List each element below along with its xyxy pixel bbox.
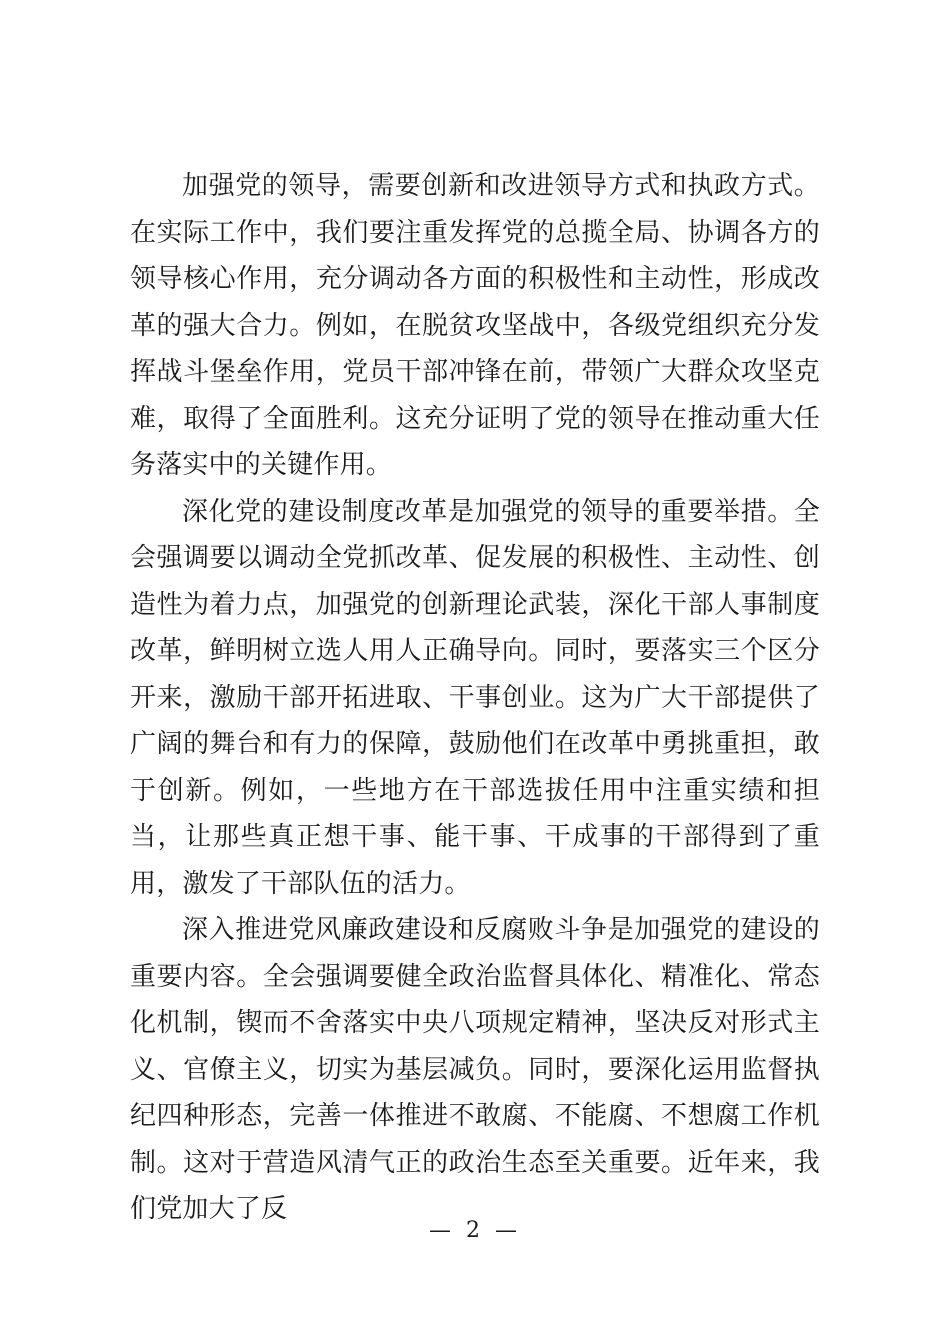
document-body (130, 163, 820, 1233)
page-number: — 2 — (429, 1218, 521, 1243)
paragraph-3: 深入推进党风廉政建设和反腐败斗争是加强党的建设的重要内容。全会强调要健全政治监督具体化、精准化、常态化机制，锲而不舍落实中央八项规定精神，坚决反对形式主义、官僚主义，切实为基层减负。同时，要深化运用监督执纪四种形态，完善一体推进不敢腐、不能腐、不想腐工作机制。这对于营造风清气正的政治生态至关重要。近年来，我们党加大了反 (130, 915, 820, 1224)
paragraph-2: 深化党的建设制度改革是加强党的领导的重要举措。全会强调要以调动全党抓改革、促发展的积极性、主动性、创造性为着力点，加强党的创新理论武装，深化干部人事制度改革，鲜明树立选人用人正确导向。同时，要落实三个区分开来，激励干部开拓进取、干事创业。这为广大干部提供了广阔的舞台和有力的保障，鼓励他们在改革中勇挑重担，敢于创新。例如，一些地方在干部选拔任用中注重实绩和担当，让那些真正想干事、能干事、干成事的干部得到了重用，激发了干部队伍的活力。 (130, 496, 820, 899)
paragraph-1: 加强党的领导，需要创新和改进领导方式和执政方式。在实际工作中，我们要注重发挥党的总揽全局、协调各方的领导核心作用，充分调动各方面的积极性和主动性，形成改革的强大合力。例如，在脱贫攻坚战中，各级党组织充分发挥战斗堡垒作用，党员干部冲锋在前，带领广大群众攻坚克难，取得了全面胜利。这充分证明了党的领导在推动重大任务落实中的关键作用。 (130, 171, 820, 480)
